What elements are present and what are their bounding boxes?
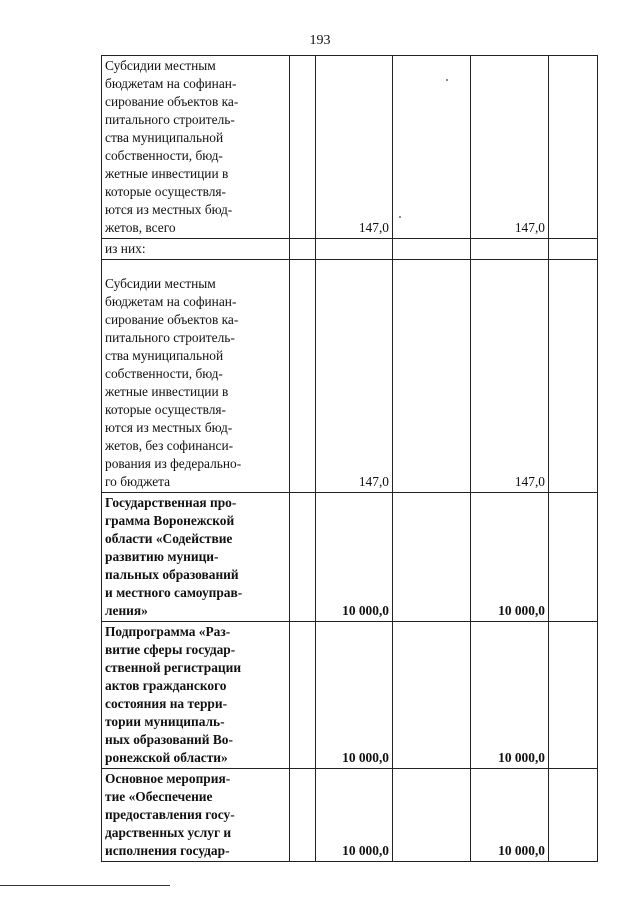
cell-value xyxy=(549,239,598,260)
cell-value xyxy=(290,769,316,862)
cell-value xyxy=(549,56,598,239)
cell-value: 10 000,0 xyxy=(316,769,393,862)
cell-value: 147,0 xyxy=(471,260,549,493)
cell-value xyxy=(290,622,316,769)
row-name: Субсидии местным бюджетам на софинан- сирование объектов ка- питального строитель- ства муниципальной собственности, бюд- жетные инвестиции в которые осуществля- ются из местных бюд- жетов, всего xyxy=(102,56,290,239)
row-name: Основное мероприя- тие «Обеспечение предоставления госу- дарственных услуг и исполнения государ- xyxy=(102,769,290,862)
scan-speck xyxy=(399,216,401,218)
row-name: Государственная про- грамма Воронежской области «Содействие развитию муници- пальных образований и местного самоуправ- ления» xyxy=(102,493,290,622)
cell-value: 10 000,0 xyxy=(471,493,549,622)
row-name: Субсидии местным бюджетам на софинан- сирование объектов ка- питального строитель- ства муниципальной собственности, бюд- жетные инвестиции в которые осуществля- ются из местных бюд- жетов, без софинанси- рования из федерально- го бюджета xyxy=(102,260,290,493)
cell-value xyxy=(393,493,471,622)
cell-value: 10 000,0 xyxy=(316,493,393,622)
cell-value xyxy=(393,56,471,239)
cell-value xyxy=(290,493,316,622)
cell-value: 147,0 xyxy=(316,56,393,239)
cell-value: 10 000,0 xyxy=(316,622,393,769)
table-row xyxy=(102,260,598,493)
row-name: из них: xyxy=(102,239,290,260)
footnote-rule xyxy=(0,885,170,886)
cell-value xyxy=(316,239,393,260)
cell-value xyxy=(549,260,598,493)
table-row xyxy=(102,622,598,769)
cell-value xyxy=(393,239,471,260)
budget-table xyxy=(101,55,598,862)
row-name: Подпрограмма «Раз- витие сферы государ- ственной регистрации актов гражданского состояния на терри- тории муниципаль- ных образований Во- ронежской области» xyxy=(102,622,290,769)
cell-value xyxy=(290,56,316,239)
scan-speck xyxy=(446,79,448,81)
cell-value: 147,0 xyxy=(471,56,549,239)
cell-value xyxy=(393,769,471,862)
table-row xyxy=(102,769,598,862)
cell-value xyxy=(549,622,598,769)
cell-value xyxy=(290,260,316,493)
table-row xyxy=(102,239,598,260)
cell-value: 147,0 xyxy=(316,260,393,493)
cell-value xyxy=(393,260,471,493)
page-number: 193 xyxy=(309,33,331,48)
cell-value xyxy=(549,493,598,622)
cell-value xyxy=(393,622,471,769)
table-row xyxy=(102,493,598,622)
cell-value xyxy=(471,239,549,260)
table-row xyxy=(102,56,598,239)
cell-value: 10 000,0 xyxy=(471,769,549,862)
cell-value: 10 000,0 xyxy=(471,622,549,769)
cell-value xyxy=(290,239,316,260)
cell-value xyxy=(549,769,598,862)
